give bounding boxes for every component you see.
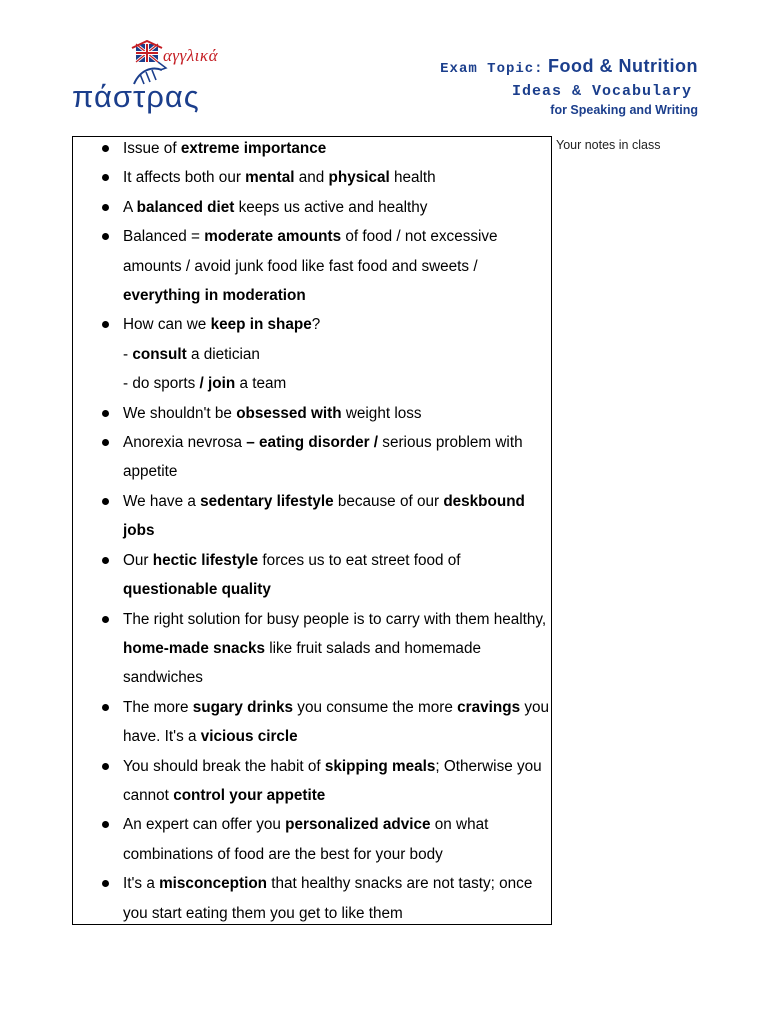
bullet-item — [97, 193, 557, 222]
keyword-text: cravings — [457, 698, 521, 716]
keyword-text: balanced diet — [136, 198, 235, 216]
item-text: Balanced = — [123, 228, 205, 246]
keyword-text: home-made snacks — [123, 639, 265, 657]
item-text: The more — [123, 698, 193, 716]
keyword-text: mental — [245, 169, 295, 187]
keyword-text: obsessed with — [236, 404, 342, 422]
item-text: An expert can offer you — [123, 816, 286, 834]
keyword-text: extreme importance — [180, 140, 327, 157]
vocabulary-list — [97, 134, 557, 928]
item-text: forces us to eat street food of — [258, 551, 461, 569]
bullet-item — [97, 428, 557, 487]
bullet-item — [97, 487, 557, 546]
item-text: - do sports — [123, 375, 200, 393]
item-text: Our — [123, 551, 153, 569]
bullet-item — [97, 399, 557, 428]
keyword-text: – eating disorder / — [246, 434, 379, 452]
keyword-text: personalized advice — [285, 816, 431, 834]
keyword-text: everything in moderation — [123, 287, 306, 305]
exam-topic — [440, 56, 698, 77]
item-text: Anorexia nevrosa — [123, 434, 247, 452]
keyword-text: moderate amounts — [204, 228, 342, 246]
keyword-text: sugary drinks — [192, 698, 294, 716]
subtitle-ideas: Ideas & Vocabulary — [511, 83, 692, 100]
item-text: - — [123, 345, 133, 363]
keyword-text: sedentary lifestyle — [200, 492, 334, 510]
sub-item — [97, 369, 557, 398]
bullet-item — [97, 546, 557, 605]
bullet-item — [97, 605, 557, 693]
keyword-text: consult — [132, 345, 187, 363]
item-text: Issue of — [123, 140, 181, 157]
sub-item — [97, 340, 557, 369]
item-text: like fruit salads and homemade sandwiches — [123, 639, 481, 687]
item-text: keeps us active and healthy — [234, 198, 428, 216]
notes-label: Your notes in class — [556, 138, 661, 152]
item-text: weight loss — [341, 404, 422, 422]
logo-main-text: πάστρας — [72, 79, 200, 114]
keyword-text: control your appetite — [173, 786, 326, 804]
bullet-item — [97, 163, 557, 192]
subtitle-speaking-writing: for Speaking and Writing — [550, 103, 698, 117]
item-text: a dietician — [186, 345, 260, 363]
bullet-item — [97, 310, 557, 339]
item-text: a team — [235, 375, 287, 393]
bullet-item — [97, 222, 557, 310]
item-text: and — [294, 169, 329, 187]
item-text: because of our — [333, 492, 444, 510]
exam-topic-label: Exam Topic: — [440, 61, 544, 77]
item-text: How can we — [123, 316, 211, 334]
item-text: A — [123, 198, 137, 216]
bullet-item — [97, 752, 557, 811]
item-text: you have. It's a — [123, 698, 549, 746]
keyword-text: keep in shape — [210, 316, 312, 334]
item-text: You should break the habit of — [123, 757, 325, 775]
logo-greek-text: αγγλικά — [163, 46, 218, 65]
item-text: The right solution for busy people is to carry with them healthy, — [123, 610, 547, 628]
item-text: ; Otherwise you cannot — [123, 757, 542, 804]
bullet-item — [97, 693, 557, 752]
item-text: that healthy snacks are not tasty; once you start eating them you get to like them — [123, 875, 533, 922]
keyword-text: deskbound jobs — [123, 492, 525, 540]
bullet-item — [97, 869, 557, 928]
bullet-item — [97, 810, 557, 869]
keyword-text: questionable quality — [123, 581, 271, 599]
item-text: We have a — [123, 492, 201, 510]
exam-topic-value: Food & Nutrition — [548, 56, 698, 76]
keyword-text: skipping meals — [324, 757, 436, 775]
bullet-item — [97, 134, 557, 163]
keyword-text: / join — [199, 375, 236, 393]
item-text: on what combinations of food are the best for your body — [123, 816, 489, 863]
keyword-text: misconception — [159, 875, 268, 893]
item-text: It affects both our — [123, 169, 246, 187]
item-text: It's a — [123, 875, 160, 893]
item-text: ? — [311, 316, 321, 334]
item-text: of food / not excessive amounts / avoid junk food like fast food and sweets / — [123, 228, 498, 275]
keyword-text: hectic lifestyle — [152, 551, 259, 569]
keyword-text: physical — [328, 169, 390, 187]
item-text: you consume the more — [293, 698, 458, 716]
keyword-text: vicious circle — [200, 728, 298, 746]
item-text: health — [389, 169, 436, 187]
item-text: We shouldn't be — [123, 404, 237, 422]
item-text: serious problem with appetite — [123, 434, 523, 481]
